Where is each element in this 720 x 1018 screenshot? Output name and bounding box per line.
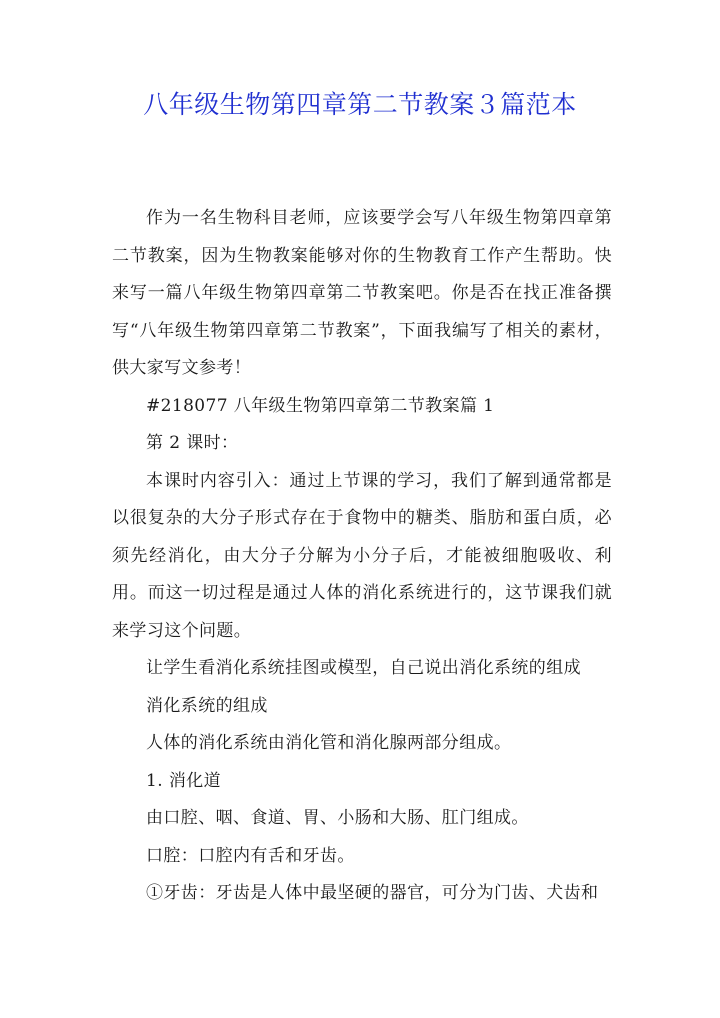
text-line: 消化系统的组成 — [146, 695, 268, 716]
tract-parts-paragraph — [112, 800, 612, 838]
activity-paragraph — [112, 650, 612, 688]
text-line: ①牙齿：牙齿是人体中最坚硬的器官，可分为门齿、犬齿和 — [146, 883, 599, 903]
text-line: 二节教案，因为生物教案能够对你的生物教育工作产生帮助。快 — [112, 245, 612, 266]
text-line: 1. 消化道 — [146, 770, 222, 791]
text-line: 来写一篇八年级生物第四章第二节教案吧。你是否在找正准备撰 — [112, 283, 612, 303]
text-line: 人体的消化系统由消化管和消化腺两部分组成。 — [146, 733, 512, 753]
text-line: #218077 八年级生物第四章第二节教案篇 1 — [146, 395, 495, 416]
text-line: 以很复杂的大分子形式存在于食物中的糖类、脂肪和蛋白质，必 — [112, 508, 612, 528]
document-title: 八年级生物第四章第二节教案３篇范本 — [143, 90, 577, 119]
tract-heading — [112, 763, 612, 801]
document-body — [112, 200, 612, 913]
text-line: 供大家写文参考！ — [112, 358, 252, 378]
composition-paragraph — [112, 725, 612, 763]
lesson-period — [112, 425, 612, 463]
section-heading — [112, 388, 612, 426]
teeth-paragraph — [112, 875, 612, 913]
text-line: 写“八年级生物第四章第二节教案”，下面我编写了相关的素材， — [112, 320, 612, 341]
text-line: 须先经消化，由大分子分解为小分子后，才能被细胞吸收、利用。 — [112, 545, 612, 603]
text-line: 本课时内容引入：通过上节课的学习，我们了解到通常都是 — [146, 470, 612, 491]
text-line: 习这个问题。 — [146, 620, 252, 641]
text-line: 而这一切过程是通过人体的消化系统进行的，这节课我们就来学 — [112, 583, 612, 641]
text-line: 口腔：口腔内有舌和牙齿。 — [146, 845, 355, 866]
subsection-heading — [112, 688, 612, 726]
intro-paragraph — [112, 200, 612, 388]
text-line: 由口腔、咽、食道、胃、小肠和大肠、肛门组成。 — [146, 808, 529, 828]
text-line: 第 2 课时： — [146, 433, 239, 453]
mouth-paragraph — [112, 838, 612, 876]
text-line: 让学生看消化系统挂图或模型，自己说出消化系统的组成 — [146, 658, 581, 678]
text-line: 作为一名生物科目老师，应该要学会写八年级生物第四章第 — [146, 208, 612, 228]
lesson-intro-paragraph — [112, 463, 612, 651]
